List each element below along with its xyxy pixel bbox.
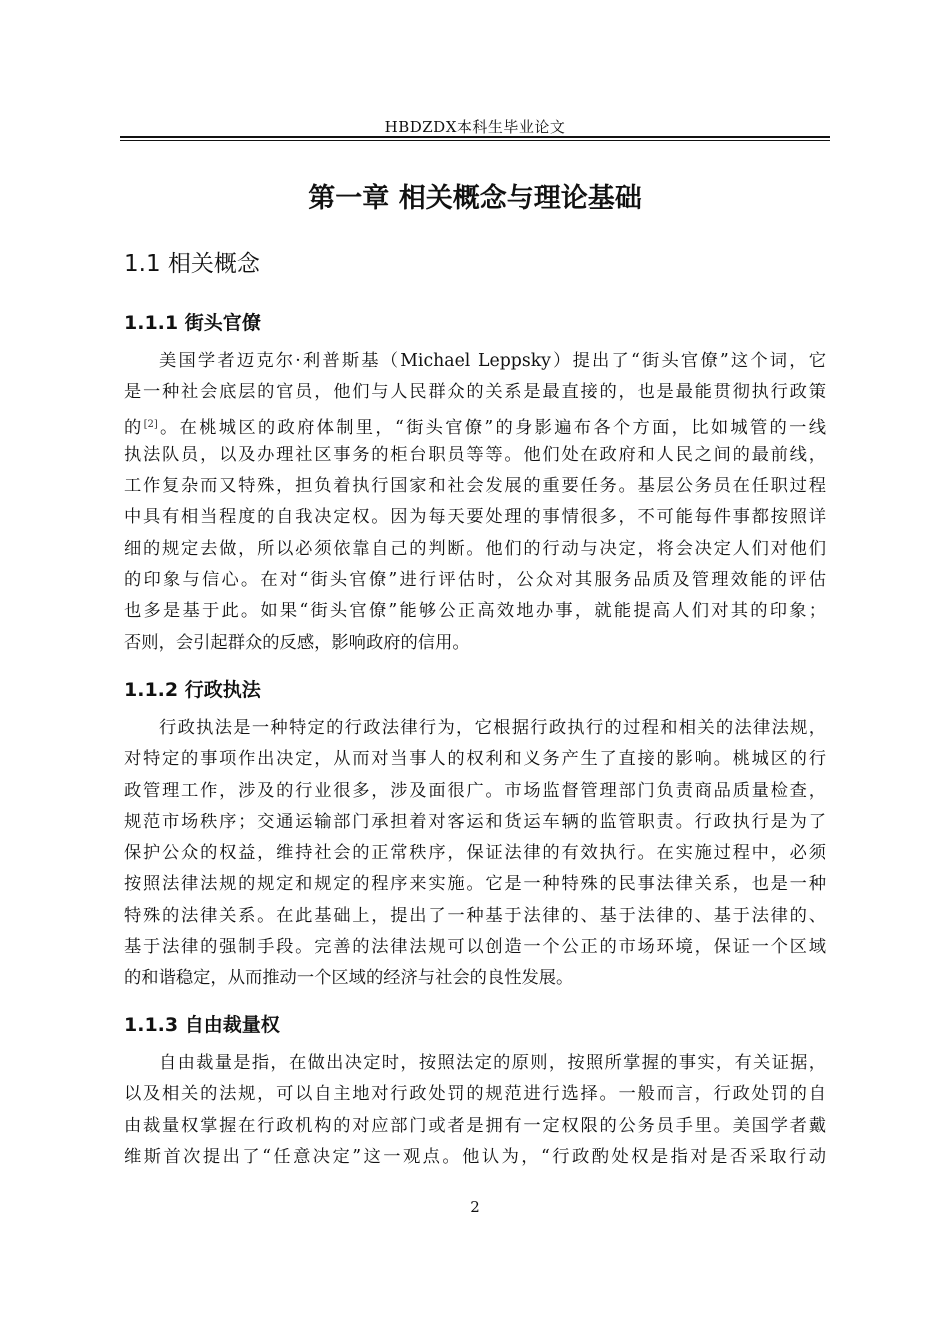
line-text: 。在桃城区的政府体制里，“街头官僚”的身影遍布各个方面，比如城管的一线 xyxy=(157,417,826,438)
paragraph-line: 美国学者迈克尔·利普斯基（Michael Leppsky）提出了“街头官僚”这个词，它 xyxy=(159,351,826,371)
paragraph-line: 中具有相当程度的自我决定权。因为每天要处理的事情很多，不可能每件事都按照详 xyxy=(124,507,826,528)
page-number: 2 xyxy=(470,1198,480,1216)
paragraph-line: 政管理工作，涉及的行业很多，涉及面很广。市场监督管理部门负责商品质量检查， xyxy=(124,780,826,801)
paragraph-line: 特殊的法律关系。在此基础上，提出了一种基于法律的、基于法律的、基于法律的、 xyxy=(124,905,826,926)
section-heading: 1.1 相关概念 xyxy=(124,251,260,277)
paragraph-line: 规范市场秩序；交通运输部门承担着对客运和货运车辆的监管职责。行政执行是为了 xyxy=(124,811,826,832)
running-header: HBDZDX本科生毕业论文 xyxy=(384,118,566,136)
paragraph-line: 工作复杂而又特殊，担负着执行国家和社会发展的重要任务。基层公务员在任职过程 xyxy=(124,476,826,497)
paragraph-line: 按照法律法规的规定和规定的程序来实施。它是一种特殊的民事法律关系，也是一种 xyxy=(124,874,826,895)
paragraph-line: 的印象与信心。在对“街头官僚”进行评估时，公众对其服务品质及管理效能的评估 xyxy=(124,570,826,591)
paragraph-line: 保护公众的权益，维持社会的正常秩序，保证法律的有效执行。在实施过程中，必须 xyxy=(124,843,826,864)
paragraph-line: 是一种社会底层的官员，他们与人民群众的关系是最直接的，也是最能贯彻执行政策 xyxy=(124,382,826,403)
paragraph-administrative-enforcement xyxy=(124,713,826,995)
paragraph-discretionary-power xyxy=(124,1048,826,1173)
subsection-heading-street-bureaucrat: 1.1.1 街头官僚 xyxy=(124,312,261,334)
paragraph-line: 执法队员，以及办理社区事务的柜台职员等等。他们处在政府和人民之间的最前线， xyxy=(124,444,826,465)
paragraph-line: 维斯首次提出了“任意决定”这一观点。他认为，“行政酌处权是指对是否采取行动 xyxy=(124,1146,826,1167)
paragraph-line: 以及相关的法规，可以自主地对行政处罚的规范进行选择。一般而言，行政处罚的自 xyxy=(124,1084,826,1105)
subsection-heading-discretionary-power: 1.1.3 自由裁量权 xyxy=(124,1014,280,1036)
paragraph-line: 细的规定去做，所以必须依靠自己的判断。他们的行动与决定，将会决定人们对他们 xyxy=(124,538,826,559)
paragraph-line xyxy=(124,409,826,440)
citation-reference: [2] xyxy=(143,418,158,430)
paragraph-line: 对特定的事项作出决定，从而对当事人的权利和义务产生了直接的影响。桃城区的行 xyxy=(124,749,826,770)
paragraph-line: 行政执法是一种特定的行政法律行为，它根据行政执行的过程和相关的法律法规， xyxy=(159,718,826,738)
paragraph-line: 也多是基于此。如果“街头官僚”能够公正高效地办事，就能提高人们对其的印象； xyxy=(124,601,826,622)
subsection-heading-administrative-enforcement: 1.1.2 行政执法 xyxy=(124,679,261,701)
paragraph-line: 自由裁量是指，在做出决定时，按照法定的原则，按照所掌握的事实，有关证据， xyxy=(159,1053,826,1073)
header-rule-thick xyxy=(120,136,830,138)
paragraph-line: 由裁量权掌握在行政机构的对应部门或者是拥有一定权限的公务员手里。美国学者戴 xyxy=(124,1115,826,1136)
paragraph-line: 基于法律的强制手段。完善的法律法规可以创造一个公正的市场环境，保证一个区域 xyxy=(124,937,826,958)
paragraph-street-bureaucrat xyxy=(124,346,826,659)
paragraph-line: 否则，会引起群众的反感，影响政府的信用。 xyxy=(124,632,470,653)
line-text: 的 xyxy=(124,417,144,438)
header-rule-thin xyxy=(120,140,830,141)
paragraph-line: 的和谐稳定，从而推动一个区域的经济与社会的良性发展。 xyxy=(124,968,574,989)
chapter-title: 第一章 相关概念与理论基础 xyxy=(308,183,642,214)
